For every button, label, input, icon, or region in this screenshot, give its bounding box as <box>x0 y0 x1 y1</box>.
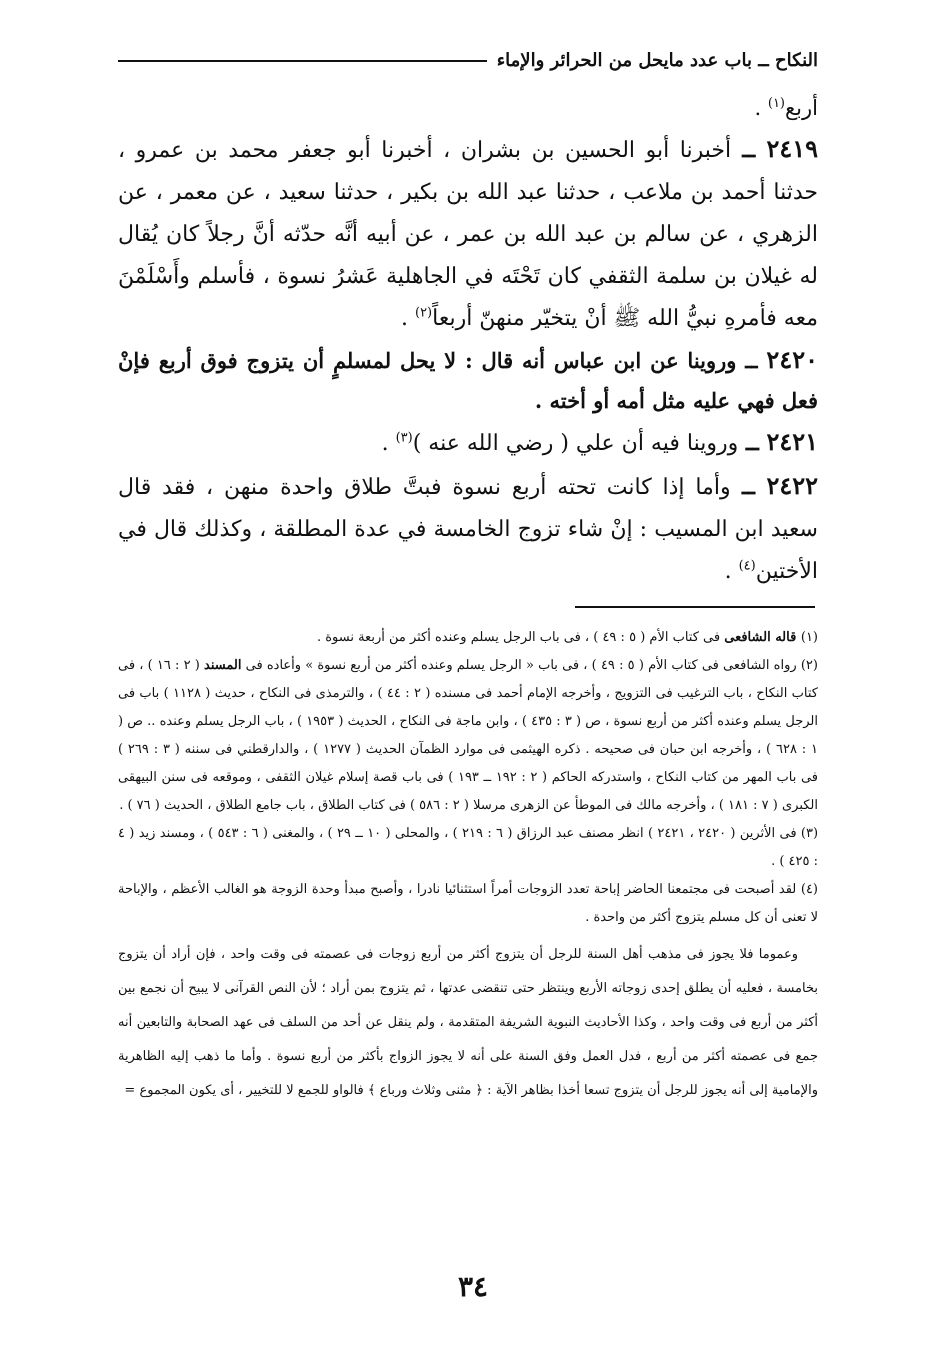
footnote-bold: المسند <box>204 658 242 673</box>
footnote-text: وعموما فلا يجوز فى مذهب أهل السنة للرجل أن يتزوج أكثر من أربع زوجات فى عصمته فى وقت واحد ، فإن أراد أن يتزوج بخامسة ، فعليه أن يطلق إحدى زوجاته الأربع وينتظر حتى تنقضى عدتها ، ثم يتزوج بمن أراد ؛ لأن النص القرآنى لا يبيح أن نجمع بين أكثر من أربع فى وقت واحد ، وكذا الأحاديث النبوية الشريفة المتقدمة ، ولم ينقل عن أحد من السلف فى عهد الصحابة <box>118 947 818 1030</box>
page-number: ٣٤ <box>457 1270 489 1303</box>
hadith-dash: ــ <box>731 137 767 163</box>
footnote-3 <box>118 820 818 876</box>
hadith-number-2422: ٢٤٢٢ <box>766 471 818 500</box>
running-header <box>118 50 818 71</box>
hadith-tail-2422: . <box>724 559 739 584</box>
carry-over-tail: . <box>754 96 768 120</box>
hadith-dash: ــ <box>736 348 767 373</box>
hadith-2422 <box>118 465 818 593</box>
footnote-ref-2: (٢) <box>414 305 433 321</box>
hadith-dash: ــ <box>738 430 767 456</box>
footnote-ref-3: (٣) <box>395 430 413 446</box>
header-rule <box>118 60 487 62</box>
hadith-number-2419: ٢٤١٩ <box>766 134 818 163</box>
footnote-divider <box>575 606 815 608</box>
footnotes <box>118 624 818 1108</box>
footnote-text: أنه جمع فى عصمته أكثر من أربع ، فدل العمل وفق السنة على أنه لا يجوز الزواج بأكثر من أربع نسوة . وأما ما ذهب إليه الظاهرية والإمامية إلى أنه يجوز للرجل أن يتزوج تسعا أخذا بظاهر الآية : ﴿ مثنى وثلاث ورباع ﴾ فالواو للجمع لا للتخيير ، أى يكون المجموع = <box>118 1015 818 1098</box>
footnote-4 <box>118 876 818 932</box>
hadith-tail-2421: . <box>381 431 396 456</box>
hadith-2421 <box>118 421 818 465</box>
footnote-ref-4: (٤) <box>738 558 756 574</box>
hadith-number-2420: ٢٤٢٠ <box>766 345 818 374</box>
running-title: النكاح ــ باب عدد مايحل من الحرائر والإماء <box>496 50 818 71</box>
footnote-text: لقد أصبحت فى مجتمعنا الحاضر إباحة تعدد الزوجات أمراً استثنائيا نادرا ، وأصبح مبدأ وحدة الزوجة هو الغالب الأعظم ، والإباحة لا تعنى أن كل مسلم يتزوج أكثر من واحدة . <box>118 882 818 925</box>
hadith-text-2420: وروينا عن ابن عباس أنه قال : لا يحل لمسلمٍ أن يتزوج فوق أربع فإنْ فعل فهي عليه مثل أمه أو أخته . <box>118 348 818 413</box>
footnote-2 <box>118 652 818 820</box>
footnote-bold: والتابعين <box>136 1015 183 1030</box>
footnote-text: فى كتاب الأم ( ٥ : ٤٩ ) ، فى باب الرجل يسلم وعنده أكثر من أربعة نسوة . <box>316 630 725 645</box>
footnote-text: فى الأثرين ( ٢٤٢٠ ، ٢٤٢١ ) انظر مصنف عبد الرزاق ( ٦ : ٢١٩ ) ، والمحلى ( ١٠ ــ ٢٩ ) ، والمغنى ( ٦ : ٥٤٣ ) ، ومسند زيد ( ٤ : ٤٢٥ ) . <box>118 826 818 869</box>
footnote-1 <box>118 624 818 652</box>
footnote-text: رواه الشافعى فى كتاب الأم ( ٥ : ٤٩ ) ، فى باب « الرجل يسلم وعنده أكثر من أربع نسوة » وأعاده فى <box>241 658 801 673</box>
hadith-2419 <box>118 128 818 340</box>
hadith-number-2421: ٢٤٢١ <box>766 427 818 456</box>
hadith-dash: ــ <box>730 474 767 500</box>
hadith-text-2419: أخبرنا أبو الحسين بن بشران ، أخبرنا أبو جعفر محمد بن عمرو ، حدثنا أحمد بن ملاعب ، حدثنا عبد الله بن بكير ، حدثنا سعيد ، عن معمر ، عن الزهري ، عن سالم بن عبد الله بن عمر ، عن أبيه أنَّه حدّثه أنَّ رجلاً كان يُقال له غيلان بن سلمة الثقفي كان تَحْتَه في الجاهلية عَشرُ نسوة ، فأسلم وأَسْلَمْنَ معه فأمرهِ نبيُّ الله ﷺ أنْ يتخيّر منهنّ أربعاً <box>118 138 818 331</box>
hadith-text-2421: وروينا فيه أن علي ( رضي الله عنه ) <box>412 431 739 456</box>
hadith-text-2422: وأما إذا كانت تحته أربع نسوة فبتَّ طلاق واحدة منهن ، فقد قال سعيد ابن المسيب : إنْ شاء تزوج الخامسة في عدة المطلقة ، وكذلك قال في الأختين <box>118 475 818 584</box>
footnote-marker: (٤) <box>800 882 818 897</box>
main-text <box>118 88 818 593</box>
hadith-tail-2419: . <box>400 306 415 331</box>
carry-over-text: أربع <box>785 96 818 120</box>
footnote-text: ( ٢ : ١٦ ) ، فى كتاب النكاح ، باب الترغيب فى التزويج ، وأخرجه الإمام أحمد فى مسنده ( ٢ : ٤٤ ) ، والترمذى فى النكاح ، حديث ( ١١٢٨ ) باب فى الرجل يسلم وعنده أكثر من أربع نسوة ، ص ( ٣ : ٤٣٥ ) ، وابن ماجة فى النكاح ، الحديث ( ١٩٥٣ ) ، باب الرجل يسلم وعنده .. ص ( ١ : ٦٢٨ ) ، وأخرجه ابن حبان فى صحيحه . ذكره الهيثمى فى موارد الظمآن الحديث ( ١٢٧٧ ) ، والدارقطني فى سننه ( ٣ : ٢٦٩ ) فى باب المهر من كتاب النكاح ، واستدركه الحاكم ( ٢ : ١٩٢ ــ ١٩٣ ) فى باب قصة إسلام غيلان الثقفى ، وموقعه فى سنن البيهقى الكبرى ( ٧ : ١٨١ ) ، وأخرجه مالك فى الموطأ عن الزهرى مرسلا ( ٢ : ٥٨٦ ) فى كتاب الطلاق ، باب جامع الطلاق ، الحديث ( ٧٦ ) . <box>118 658 819 813</box>
footnote-4-continuation <box>118 938 818 1108</box>
footnote-marker: (٢) <box>800 658 818 673</box>
hadith-2420 <box>118 340 818 421</box>
footnote-bold: قاله الشافعى <box>724 630 801 645</box>
carry-over-line <box>118 88 818 128</box>
footnote-marker: (٣) <box>800 826 819 841</box>
footnote-ref-1: (١) <box>767 96 785 111</box>
footnote-marker: (١) <box>800 630 818 645</box>
